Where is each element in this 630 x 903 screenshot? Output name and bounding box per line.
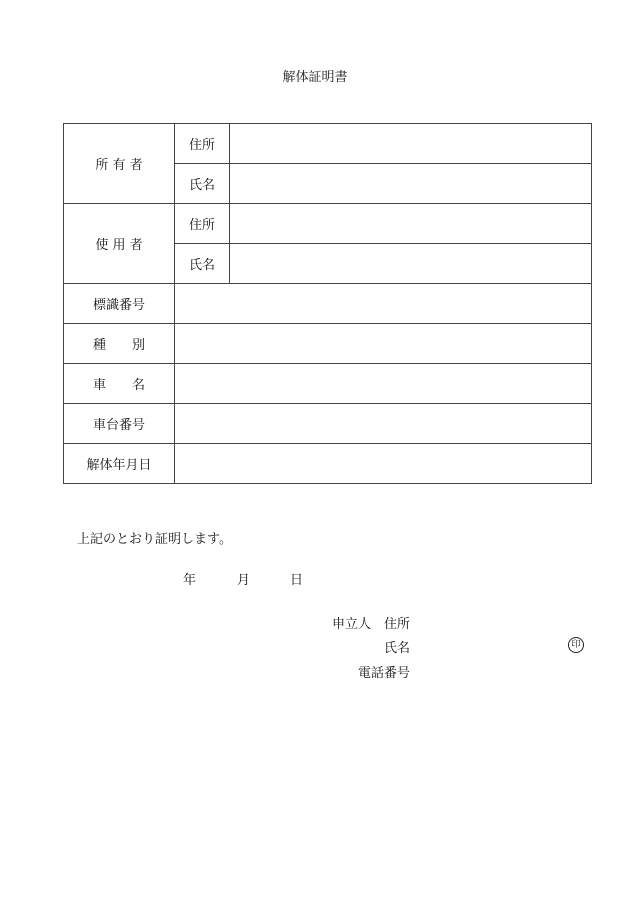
applicant-phone-label: 電話番号 bbox=[357, 666, 410, 681]
applicant-address-label: 申立人 住所 bbox=[331, 617, 410, 632]
certification-statement: 上記のとおり証明します。 bbox=[77, 532, 232, 547]
date-day-label: 日 bbox=[290, 573, 304, 588]
owner-name-label: 氏名 bbox=[175, 164, 230, 204]
plate-number-field[interactable] bbox=[175, 284, 592, 324]
date-year-label: 年 bbox=[183, 573, 197, 588]
user-address-row bbox=[64, 204, 592, 244]
user-address-label: 住所 bbox=[175, 204, 230, 244]
plate-number-label: 標識番号 bbox=[64, 284, 175, 324]
plate-number-row bbox=[64, 284, 592, 324]
user-name-label: 氏名 bbox=[175, 244, 230, 284]
owner-address-field[interactable] bbox=[230, 124, 592, 164]
type-row bbox=[64, 324, 592, 364]
type-field[interactable] bbox=[175, 324, 592, 364]
user-address-field[interactable] bbox=[230, 204, 592, 244]
owner-name-field[interactable] bbox=[230, 164, 592, 204]
certificate-form-table bbox=[63, 123, 592, 484]
vehicle-name-field[interactable] bbox=[175, 364, 592, 404]
dismantle-date-label: 解体年月日 bbox=[64, 444, 175, 484]
chassis-number-field[interactable] bbox=[175, 404, 592, 444]
applicant-name-label: 氏名 bbox=[383, 641, 410, 656]
owner-label: 所 有 者 bbox=[64, 124, 175, 204]
vehicle-name-label: 車 名 bbox=[64, 364, 175, 404]
date-month-label: 月 bbox=[237, 573, 251, 588]
chassis-number-row bbox=[64, 404, 592, 444]
dismantle-date-row bbox=[64, 444, 592, 484]
user-label: 使 用 者 bbox=[64, 204, 175, 284]
document-title: 解体証明書 bbox=[282, 70, 348, 85]
owner-address-label: 住所 bbox=[175, 124, 230, 164]
owner-address-row bbox=[64, 124, 592, 164]
dismantle-date-field[interactable] bbox=[175, 444, 592, 484]
chassis-number-label: 車台番号 bbox=[64, 404, 175, 444]
type-label: 種 別 bbox=[64, 324, 175, 364]
seal-mark-icon: 印 bbox=[568, 637, 584, 653]
user-name-field[interactable] bbox=[230, 244, 592, 284]
vehicle-name-row bbox=[64, 364, 592, 404]
